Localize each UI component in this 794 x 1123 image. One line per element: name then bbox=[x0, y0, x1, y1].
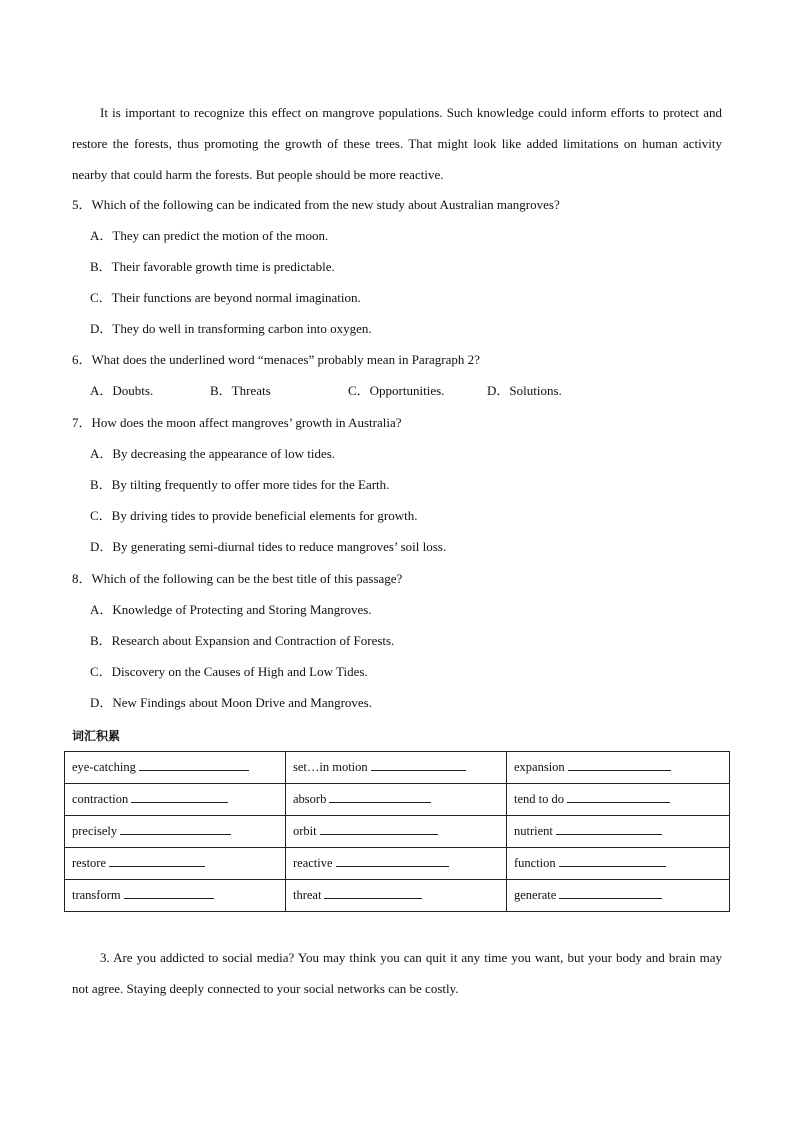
vocab-term: expansion bbox=[514, 760, 565, 774]
vocab-row bbox=[65, 784, 730, 816]
answer-blank[interactable] bbox=[124, 888, 214, 899]
vocab-term: contraction bbox=[72, 792, 129, 806]
question-5-option-d: D．They do well in transforming carbon into oxygen. bbox=[90, 321, 372, 336]
vocab-cell bbox=[286, 816, 507, 848]
answer-blank[interactable] bbox=[371, 760, 466, 771]
question-7-option-b: B．By tilting frequently to offer more tides for the Earth. bbox=[90, 477, 390, 492]
question-6-option-c: C．Opportunities. bbox=[348, 383, 445, 398]
vocab-term: tend to do bbox=[514, 792, 564, 806]
vocab-cell bbox=[286, 848, 507, 880]
answer-blank[interactable] bbox=[329, 792, 431, 803]
question-8-option-b: B．Research about Expansion and Contraction of Forests. bbox=[90, 633, 395, 648]
vocab-cell bbox=[507, 848, 730, 880]
vocab-term: orbit bbox=[293, 824, 317, 838]
vocab-term: eye-catching bbox=[72, 760, 136, 774]
question-8-stem: 8．Which of the following can be the best title of this passage? bbox=[72, 571, 403, 586]
answer-blank[interactable] bbox=[559, 856, 666, 867]
question-5-option-c: C．Their functions are beyond normal imagination. bbox=[90, 290, 361, 305]
answer-blank[interactable] bbox=[556, 824, 662, 835]
question-8-option-d: D．New Findings about Moon Drive and Mangroves. bbox=[90, 695, 372, 710]
vocab-cell bbox=[286, 784, 507, 816]
vocab-row bbox=[65, 848, 730, 880]
next-passage-paragraph: 3. Are you addicted to social media? You may think you can quit it any time you want, but your body and brain may not agree. Staying deeply connected to your social networks can be costly. bbox=[72, 950, 722, 996]
vocab-table bbox=[64, 751, 730, 912]
answer-blank[interactable] bbox=[559, 888, 662, 899]
vocab-cell bbox=[507, 784, 730, 816]
question-7-option-c: C．By driving tides to provide beneficial elements for growth. bbox=[90, 508, 418, 523]
vocab-row bbox=[65, 752, 730, 784]
question-7-option-a: A．By decreasing the appearance of low tides. bbox=[90, 446, 336, 461]
vocab-term: set…in motion bbox=[293, 760, 368, 774]
vocab-term: reactive bbox=[293, 856, 333, 870]
vocab-cell bbox=[65, 880, 286, 912]
question-8-option-a: A．Knowledge of Protecting and Storing Mangroves. bbox=[90, 602, 372, 617]
answer-blank[interactable] bbox=[131, 792, 228, 803]
vocab-cell bbox=[65, 784, 286, 816]
question-6-option-a: A．Doubts. bbox=[90, 383, 154, 398]
vocab-cell bbox=[286, 880, 507, 912]
vocab-term: absorb bbox=[293, 792, 327, 806]
vocab-term: transform bbox=[72, 888, 121, 902]
vocab-row bbox=[65, 816, 730, 848]
answer-blank[interactable] bbox=[120, 824, 231, 835]
vocab-cell bbox=[507, 752, 730, 784]
answer-blank[interactable] bbox=[109, 856, 205, 867]
question-7-option-d: D．By generating semi-diurnal tides to reduce mangroves’ soil loss. bbox=[90, 539, 447, 554]
answer-blank[interactable] bbox=[567, 792, 670, 803]
vocab-cell bbox=[507, 880, 730, 912]
vocab-heading: 词汇积累 bbox=[72, 729, 121, 743]
question-6-option-b: B．Threats bbox=[210, 383, 271, 398]
vocab-row bbox=[65, 880, 730, 912]
passage-paragraph: It is important to recognize this effect on mangrove populations. Such knowledge could inform efforts to protect and restore the forests, thus promoting the growth of these trees. That might look like added limitations on human activity nearby that could harm the forests. But people should be more reactive. bbox=[72, 105, 722, 182]
answer-blank[interactable] bbox=[568, 760, 671, 771]
vocab-cell bbox=[507, 816, 730, 848]
vocab-term: nutrient bbox=[514, 824, 553, 838]
question-6-option-d: D．Solutions. bbox=[487, 383, 562, 398]
question-6-stem: 6．What does the underlined word “menaces” probably mean in Paragraph 2? bbox=[72, 352, 480, 367]
vocab-cell bbox=[286, 752, 507, 784]
question-7-stem: 7．How does the moon affect mangroves’ growth in Australia? bbox=[72, 415, 402, 430]
question-8-option-c: C．Discovery on the Causes of High and Low Tides. bbox=[90, 664, 368, 679]
answer-blank[interactable] bbox=[320, 824, 438, 835]
vocab-cell bbox=[65, 816, 286, 848]
answer-blank[interactable] bbox=[336, 856, 449, 867]
vocab-term: precisely bbox=[72, 824, 118, 838]
question-5-stem: 5．Which of the following can be indicated from the new study about Australian mangroves? bbox=[72, 197, 560, 212]
question-5-option-a: A．They can predict the motion of the moon. bbox=[90, 228, 329, 243]
vocab-cell bbox=[65, 752, 286, 784]
answer-blank[interactable] bbox=[324, 888, 422, 899]
vocab-term: restore bbox=[72, 856, 107, 870]
question-5-option-b: B．Their favorable growth time is predictable. bbox=[90, 259, 335, 274]
vocab-term: function bbox=[514, 856, 556, 870]
answer-blank[interactable] bbox=[139, 760, 249, 771]
vocab-term: threat bbox=[293, 888, 322, 902]
vocab-cell bbox=[65, 848, 286, 880]
vocab-term: generate bbox=[514, 888, 557, 902]
